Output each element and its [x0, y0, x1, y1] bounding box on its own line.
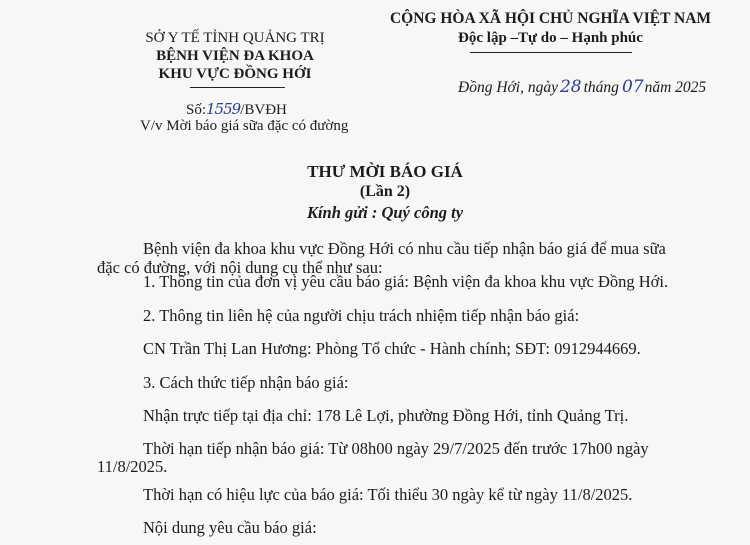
motto-underline [470, 52, 632, 53]
letter-recipient: Kính gửi : Quý công ty [306, 203, 464, 222]
date-month-handwritten: 07 [621, 77, 644, 97]
document-number-prefix: Số: [186, 102, 207, 118]
request-content: Nội dung yêu cầu báo giá: [143, 518, 317, 537]
org-line-2: BỆNH VIỆN ĐA KHOA [156, 48, 314, 64]
intro-line-2: đặc có đường, với nội dung cụ thể như sau: [97, 258, 383, 277]
date-place: Đồng Hới, ngày [458, 79, 558, 96]
letter-title: THƯ MỜI BÁO GIÁ [307, 162, 463, 181]
contact-person: CN Trần Thị Lan Hương: Phòng Tổ chức - Hành chính; SĐT: 0912944669. [143, 339, 641, 358]
date-month-label: tháng [583, 79, 619, 96]
nation-motto: Độc lập –Tự do – Hạnh phúc [458, 30, 643, 46]
org-underline [190, 87, 285, 88]
letter-round: (Lần 2) [359, 183, 411, 200]
nation-title: CỘNG HÒA XÃ HỘI CHỦ NGHĨA VIỆT NAM [389, 10, 712, 27]
intro-line-1: Bệnh viện đa khoa khu vực Đồng Hới có nhu cầu tiếp nhận báo giá để mua sữa [143, 239, 666, 258]
org-line-3: KHU VỰC ĐỒNG HỚI [158, 66, 312, 82]
validity-period: Thời hạn có hiệu lực của báo giá: Tối thiểu 30 ngày kể từ ngày 11/8/2025. [143, 485, 633, 504]
item-1: 1. Thông tin của đơn vị yêu cầu báo giá: Bệnh viện đa khoa khu vực Đồng Hới. [143, 272, 669, 291]
document-number-handwritten: 1559 [206, 100, 241, 118]
receive-address: Nhận trực tiếp tại địa chỉ: 178 Lê Lợi, phường Đồng Hới, tỉnh Quảng Trị. [143, 406, 629, 425]
deadline-line-1: Thời hạn tiếp nhận báo giá: Từ 08h00 ngày 29/7/2025 đến trước 17h00 ngày [143, 439, 649, 458]
document-date [458, 77, 706, 97]
deadline-line-2: 11/8/2025. [97, 457, 168, 476]
item-2: 2. Thông tin liên hệ của người chịu trách nhiệm tiếp nhận báo giá: [143, 306, 580, 325]
org-line-1: SỞ Y TẾ TỈNH QUẢNG TRỊ [145, 30, 325, 46]
document-number [186, 100, 287, 119]
document-number-suffix: /BVĐH [240, 102, 287, 118]
date-day-handwritten: 28 [559, 77, 582, 97]
item-3: 3. Cách thức tiếp nhận báo giá: [143, 373, 349, 392]
document-subject: V/v Mời báo giá sữa đặc có đường [140, 118, 349, 134]
date-year: năm 2025 [644, 79, 707, 96]
